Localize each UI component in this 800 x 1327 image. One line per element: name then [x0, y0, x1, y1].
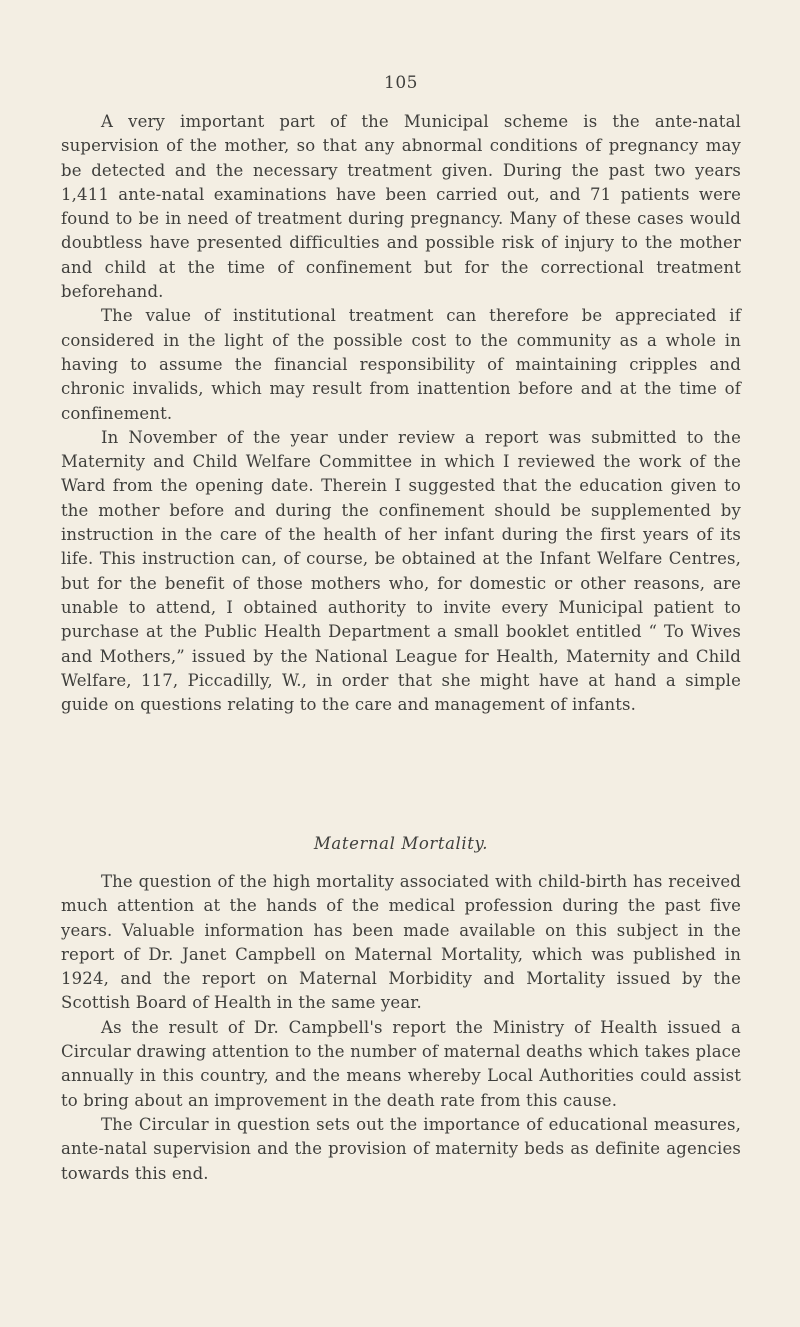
section-heading: Maternal Mortality.: [313, 834, 489, 853]
paragraph-institutional-treatment: The value of institutional treatment can therefore be appreciated if considered in the light of the possible cost to the community as a whole in having to assume the financial responsibility of maintaining cripples and chronic invalids, which may result from inattention before and at the time of confinement.: [61, 306, 741, 423]
paragraph-ministry-circular: As the result of Dr. Campbell's report the Ministry of Health issued a Circular drawing attention to the number of maternal deaths which takes place annually in this country, and the means whereby Local Authorities could assist to bring about an improvement in the death rate from this cause.: [61, 1017, 741, 1110]
page-number: 105: [384, 73, 418, 93]
paragraph-november-report: In November of the year under review a report was submitted to the Maternity and Child Welfare Committee in which I reviewed the work of the Ward from the opening date. Therein I suggested that the education given to the mother before and during the confinement should be supplemented by instruction in the care of the health of her infant during the first years of its life. This instruction can, of course, be obtained at the Infant Welfare Centres, but for the benefit of those mothers who, for domestic or other reasons, are unable to attend, I obtained authority to invite every Municipal patient to purchase at the Public Health Department a small booklet entitled “ To Wives and Mothers,” issued by the National League for Health, Maternity and Child Welfare, 117, Piccadilly, W., in order that she might have at hand a simple guide on questions relating to the care and management of infants.: [61, 427, 741, 715]
paragraph-circular-measures: The Circular in question sets out the importance of educational measures, ante-natal supervision and the provision of maternity beds as definite agencies towards this end.: [61, 1114, 741, 1183]
body-text: [61, 110, 741, 717]
section-body-text: [61, 870, 741, 1186]
paragraph-antenatal: A very important part of the Municipal scheme is the ante-natal supervision of the mother, so that any abnormal conditions of pregnancy may be detected and the necessary treatment given. During the past two years 1,411 ante-natal examinations have been carried out, and 71 patients were found to be in need of treatment during pregnancy. Many of these cases would doubtless have presented difficulties and possible risk of injury to the mother and child at the time of confinement but for the correctional treatment beforehand.: [61, 112, 741, 302]
paragraph-high-mortality: The question of the high mortality associated with child-birth has received much attention at the hands of the medical profession during the past five years. Valuable information has been made available on this subject in the report of Dr. Janet Campbell on Maternal Mortality, which was published in 1924, and the report on Maternal Morbidity and Mortality issued by the Scottish Board of Health in the same year.: [61, 872, 741, 1013]
